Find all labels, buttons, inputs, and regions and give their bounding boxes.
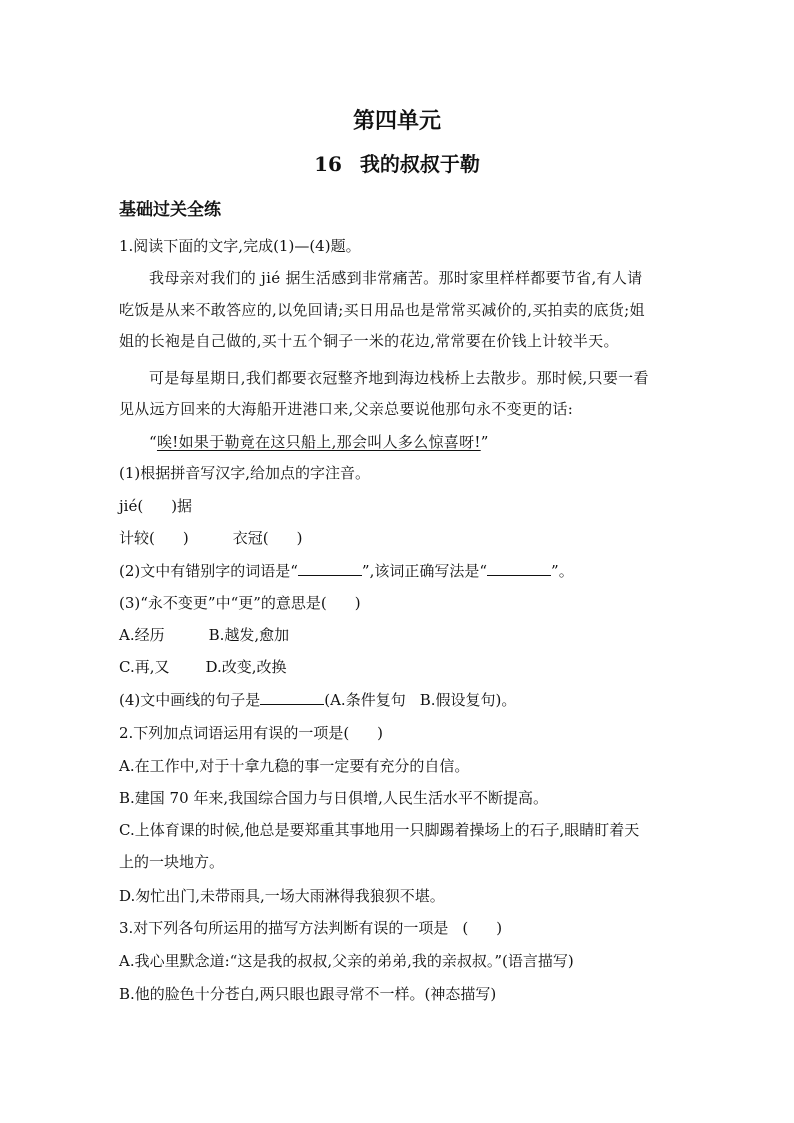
q1-options-cd (119, 657, 287, 677)
lesson-name: 我的叔叔于勒 (359, 152, 480, 176)
sub4-choice-b: B.假设复句)。 (419, 691, 517, 709)
passage-line: 姐的长袍是自己做的,买十五个铜子一米的花边,常常要在价钱上计较半天。 (119, 332, 619, 350)
paren-close: ) (296, 529, 303, 547)
sub3-text: (3)“永不变更”中“更”的意思是( (119, 594, 327, 612)
section-title: 基础过关全练 (119, 200, 221, 220)
passage-line: 吃饭是从来不敢答应的,以免回请;买日用品也是常常买减价的,买拍卖的底货;姐 (119, 301, 645, 319)
q1-options-ab (119, 625, 289, 645)
pinyin-word: )据 (171, 497, 193, 515)
option-c: C.再,又 (119, 658, 170, 676)
unit-title: 第四单元 (352, 108, 441, 134)
q3-option-a: A.我心里默念道:“这是我的叔叔,父亲的弟弟,我的亲叔叔。”(语言描写) (119, 952, 574, 970)
sub2-text: ”,该词正确写法是“ (361, 562, 488, 580)
word-yiguan: 衣冠( (232, 529, 269, 547)
passage-line: 见从远方回来的大海船开进港口来,父亲总要说他那句永不变更的话: (119, 400, 574, 418)
quote-close: ” (480, 433, 489, 451)
q2-option-c: C.上体育课的时候,他总是要郑重其事地用一只脚踢着操场上的石子,眼睛盯着天 (119, 821, 640, 839)
lesson-number: 16 (314, 152, 342, 176)
q1-stem: 1.阅读下面的文字,完成(1)—(4)题。 (119, 237, 361, 255)
answer-blank[interactable] (298, 561, 362, 576)
pinyin-prompt: jié( (119, 497, 144, 515)
q1-sub2 (119, 561, 574, 581)
paren-close: ) (354, 594, 361, 612)
passage-line: 我母亲对我们的 jié 据生活感到非常痛苦。那时家里样样都要节省,有人请 (149, 269, 643, 287)
word-jijiao: 计较( (119, 529, 155, 547)
q3-stem (119, 918, 502, 938)
quote-text: 唉!如果于勒竟在这只船上,那会叫人多么惊喜呀! (156, 433, 481, 451)
q3-stem-text: 3.对下列各句所运用的描写方法判断有误的一项是 (119, 919, 449, 937)
q2-option-c-cont: 上的一块地方。 (119, 853, 225, 871)
q1-sub1-item-a (119, 496, 192, 516)
answer-blank[interactable] (487, 561, 551, 576)
sub2-text: ”。 (551, 562, 574, 580)
sub2-text: (2)文中有错别字的词语是“ (119, 562, 298, 580)
option-b: B.越发,愈加 (208, 626, 290, 644)
q1-sub3 (119, 593, 361, 613)
paren-close: ) (496, 919, 503, 937)
lesson-title (0, 148, 794, 177)
paren-close: ) (377, 724, 384, 742)
underlined-quote (149, 432, 489, 452)
q2-stem (119, 723, 383, 743)
q1-sub1-items-bc (119, 528, 302, 548)
q2-option-a: A.在工作中,对于十拿九稳的事一定要有充分的自信。 (119, 757, 470, 775)
q1-sub1: (1)根据拼音写汉字,给加点的字注音。 (119, 464, 371, 482)
q2-stem-text: 2.下列加点词语运用有误的一项是( (119, 724, 350, 742)
sub4-choice-a: (A.条件复句 (324, 691, 406, 709)
passage-line: 可是每星期日,我们都要衣冠整齐地到海边栈桥上去散步。那时候,只要一看 (149, 369, 649, 387)
q3-option-b: B.他的脸色十分苍白,两只眼也跟寻常不一样。(神态描写) (119, 985, 497, 1003)
sub4-text: (4)文中画线的句子是 (119, 691, 261, 709)
option-a: A.经历 (119, 626, 165, 644)
paren-open: ( (462, 919, 469, 937)
q1-sub4 (119, 690, 516, 710)
quote-open: “ (149, 433, 157, 451)
option-d: D.改变,改换 (205, 658, 287, 676)
q2-option-d: D.匆忙出门,未带雨具,一场大雨淋得我狼狈不堪。 (119, 887, 445, 905)
q2-option-b: B.建国 70 年来,我国综合国力与日俱增,人民生活水平不断提高。 (119, 789, 548, 807)
paren-close: ) (182, 529, 189, 547)
answer-blank[interactable] (260, 690, 324, 705)
